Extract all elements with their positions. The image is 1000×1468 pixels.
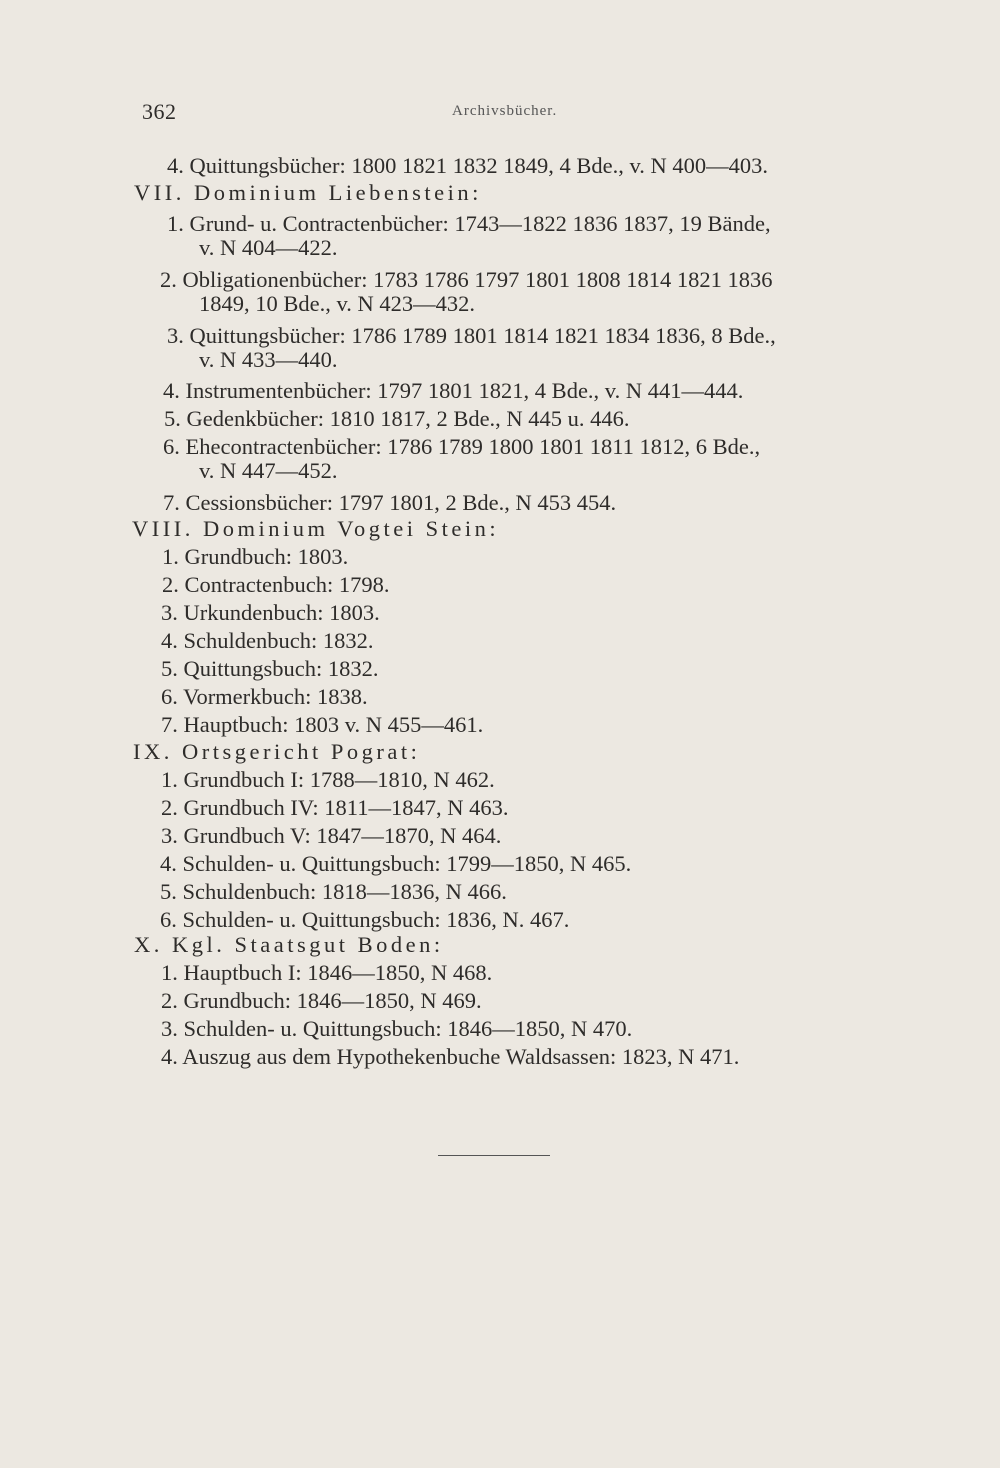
list-item: 4. Schuldenbuch: 1832. xyxy=(161,628,374,653)
list-item: 3. Grundbuch V: 1847—1870, N 464. xyxy=(161,823,502,848)
list-item: 2. Obligationenbücher: 1783 1786 1797 1801 1808 1814 1821 1836 xyxy=(160,267,773,292)
section-heading: VIII. Dominium Vogtei Stein: xyxy=(132,516,500,541)
list-item-continuation: v. N 447—452. xyxy=(199,458,338,483)
list-item: 3. Quittungsbücher: 1786 1789 1801 1814 1821 1834 1836, 8 Bde., xyxy=(167,323,776,348)
list-item: 1. Grundbuch I: 1788—1810, N 462. xyxy=(161,767,495,792)
list-item: 5. Quittungsbuch: 1832. xyxy=(161,656,379,681)
list-item: 4. Schulden- u. Quittungsbuch: 1799—1850, N 465. xyxy=(160,851,632,876)
list-item-continuation: v. N 404—422. xyxy=(199,235,338,260)
list-item: 2. Grundbuch: 1846—1850, N 469. xyxy=(161,988,482,1013)
section-heading: IX. Ortsgericht Pograt: xyxy=(133,739,421,764)
running-title: Archivsbücher. xyxy=(452,103,558,119)
list-item: 1. Grundbuch: 1803. xyxy=(162,544,349,569)
list-item: 7. Hauptbuch: 1803 v. N 455—461. xyxy=(161,712,484,737)
page-number: 362 xyxy=(142,99,177,124)
list-item: 4. Instrumentenbücher: 1797 1801 1821, 4 Bde., v. N 441—444. xyxy=(163,378,744,403)
list-item: 7. Cessionsbücher: 1797 1801, 2 Bde., N 453 454. xyxy=(163,490,617,515)
list-item: 6. Ehecontractenbücher: 1786 1789 1800 1801 1811 1812, 6 Bde., xyxy=(163,434,761,459)
section-heading: VII. Dominium Liebenstein: xyxy=(134,180,482,205)
list-item: 3. Schulden- u. Quittungsbuch: 1846—1850, N 470. xyxy=(161,1016,633,1041)
list-item: 2. Grundbuch IV: 1811—1847, N 463. xyxy=(161,795,509,820)
list-item: 4. Auszug aus dem Hypothekenbuche Waldsassen: 1823, N 471. xyxy=(161,1044,740,1069)
list-item: 6. Schulden- u. Quittungsbuch: 1836, N. 467. xyxy=(160,907,570,932)
list-item: 4. Quittungsbücher: 1800 1821 1832 1849, 4 Bde., v. N 400—403. xyxy=(167,153,769,178)
list-item: 6. Vormerkbuch: 1838. xyxy=(161,684,368,709)
section-heading: X. Kgl. Staatsgut Boden: xyxy=(134,932,444,957)
list-item: 1. Hauptbuch I: 1846—1850, N 468. xyxy=(161,960,493,985)
list-item: 2. Contractenbuch: 1798. xyxy=(162,572,390,597)
list-item: 5. Schuldenbuch: 1818—1836, N 466. xyxy=(160,879,507,904)
list-item: 1. Grund- u. Contractenbücher: 1743—1822 1836 1837, 19 Bände, xyxy=(167,211,771,236)
list-item-continuation: v. N 433—440. xyxy=(199,347,338,372)
section-divider xyxy=(438,1155,550,1156)
list-item: 3. Urkundenbuch: 1803. xyxy=(161,600,380,625)
list-item-continuation: 1849, 10 Bde., v. N 423—432. xyxy=(199,291,476,316)
list-item: 5. Gedenkbücher: 1810 1817, 2 Bde., N 445 u. 446. xyxy=(164,406,630,431)
